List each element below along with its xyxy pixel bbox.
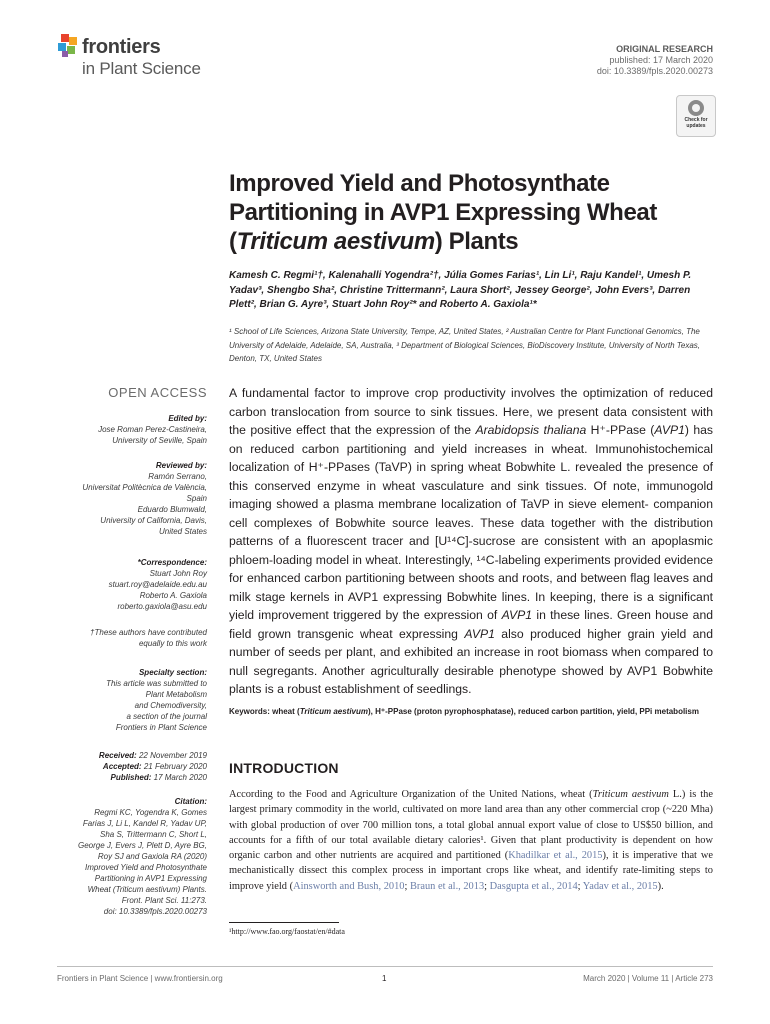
abstract-gene: AVP1: [654, 423, 685, 437]
edited-by-section: [57, 413, 207, 446]
reviewer-line: United States: [158, 527, 207, 536]
correspondence-section: [57, 557, 207, 612]
page-number: 1: [382, 974, 387, 983]
reviewer-line: Ramón Serrano,: [148, 472, 207, 481]
abstract-text: ) has on reduced carbon partitioning and yield increases in wheat. Immunohistochemical localization of H⁺-PPases (TaVP) in spring wheat Bobwhite L. revealed the presence of this conserved enzyme in wheat vasculature and sink tissues. Of note, immunogold imaging showed a plasma membrane localization of TaVP in sieve element- companion cell complexes of Bobwhite source leaves. These data together with the distribution patterns of a fluorescent tracer and [U¹⁴C]-sucrose are consistent with an apoplasmic phloem-loading model in wheat. Interestingly, ¹⁴C-labeling experiments provided evidence for enhanced carbon partitioning between shoots and roots, and between flag leaves and milk stage kernels in AVP1 expressing Bobwhite lines. In keeping, there is a significant yield improvement triggered by the expression of: [229, 423, 713, 622]
keywords-label: Keywords:: [229, 707, 273, 716]
contrib-line: equally to this work: [138, 639, 207, 648]
citation-line: Partitioning in AVP1 Expressing: [94, 874, 207, 883]
citation-link[interactable]: Yadav et al., 2015: [582, 880, 658, 892]
check-label-1: Check for: [684, 117, 708, 123]
reviewed-by-heading: Reviewed by:: [155, 461, 207, 470]
keywords: [229, 707, 713, 718]
reviewer-line: University of California, Davis,: [100, 516, 207, 525]
keywords-species: Triticum aestivum: [299, 707, 369, 716]
intro-text: ).: [657, 880, 664, 892]
footer-divider: [57, 966, 713, 967]
author-list: Kamesh C. Regmi¹†, Kalenahalli Yogendra²†, Júlia Gomes Farias¹, Lin Li¹, Raju Kandel¹, Umesh P. Yadav³, Shengbo Sha², Christine Trittermann², Laura Short², Jessey George², John Evers³, Darren Plett², Brian G. Ayre³, Stuart John Roy²* and Roberto A. Gaxiola¹*: [229, 270, 692, 310]
correspondent-email[interactable]: stuart.roy@adelaide.edu.au: [108, 580, 207, 589]
reviewed-by-section: [57, 460, 207, 537]
citation-doi[interactable]: doi: 10.3389/fpls.2020.00273: [103, 907, 207, 916]
accepted-date: 21 February 2020: [143, 762, 207, 771]
paper-title: [229, 169, 699, 256]
citation-line: Roy SJ and Gaxiola RA (2020): [97, 852, 207, 861]
citation-line: Wheat (Triticum aestivum) Plants.: [87, 885, 207, 894]
title-text: Improved Yield and Photosynthate Partitioning in AVP1 Expressing Wheat (: [229, 170, 657, 255]
affiliations: ¹ School of Life Sciences, Arizona State University, Tempe, AZ, United States, ² Australian Centre for Plant Functional Genomics, The University of Adelaide, Adelaide, SA, Australia, ³ Department of Biological Sciences, BioDiscovery Institute, University of North Texas, Denton, TX, United States: [229, 327, 701, 363]
footer-journal[interactable]: Frontiers in Plant Science | www.frontiersin.org: [57, 974, 223, 983]
citation-link[interactable]: Braun et al., 2013: [409, 880, 485, 892]
citation-line: Sha S, Trittermann C, Short L,: [99, 830, 207, 839]
journal-name: in Plant Science: [82, 59, 201, 78]
editor-line: University of Seville, Spain: [112, 436, 207, 445]
reviewer-line: Eduardo Blumwald,: [137, 505, 207, 514]
abstract-text: A fundamental factor to improve crop productivity involves the optimization of reduced carbon translocation from source to sink tissues. Here, we present data consistent with the positive effect that the expression of the: [229, 386, 713, 437]
published-date: published: 17 March 2020: [609, 55, 713, 65]
specialty-line: This article was submitted to: [106, 679, 207, 688]
abstract-species: Arabidopsis thaliana: [475, 423, 587, 437]
keywords-text: wheat (: [272, 707, 300, 716]
section-heading-introduction: INTRODUCTION: [229, 760, 339, 776]
specialty-line: and Chemodiversity,: [134, 701, 207, 710]
citation-line: George J, Evers J, Plett D, Ayre BG,: [77, 841, 207, 850]
intro-text: According to the Food and Agriculture Organization of the United Nations, wheat (: [229, 789, 593, 800]
reviewer-line: Spain: [186, 494, 207, 503]
published-date-side: 17 March 2020: [153, 773, 207, 782]
introduction-paragraph: [229, 787, 713, 894]
intro-species: Triticum aestivum: [592, 789, 669, 800]
editor-line: Jose Roman Perez-Castineira,: [98, 425, 207, 434]
correspondent-name: Stuart John Roy: [149, 569, 207, 578]
specialty-section: [57, 667, 207, 733]
specialty-line: Plant Metabolism: [145, 690, 207, 699]
accepted-label: Accepted:: [102, 762, 142, 771]
article-type: ORIGINAL RESEARCH: [616, 44, 713, 54]
check-for-updates-button[interactable]: [676, 95, 716, 137]
check-label-2: updates: [686, 123, 706, 129]
abstract-gene: AVP1: [501, 608, 533, 622]
citation-link[interactable]: Khadilkar et al., 2015: [508, 850, 603, 862]
journal-logo: [56, 32, 226, 82]
brand-name: frontiers: [82, 36, 161, 58]
frontiers-logo-icon: [58, 34, 80, 58]
correspondence-heading: *Correspondence:: [137, 558, 207, 567]
intro-text: L.) is the largest primary commodity in the world, cultivated on more land area than any other commercial crop (~220 Mha) with global production of over 700 million tons, a total global annual export value of close to US$50 billion, and accounts for a fifth of our total available dietary calories¹. Given that plant productivity is dependent on how organic carbon and other nutrients are acquired and partitioned (: [229, 789, 713, 862]
citation-separator: ;: [404, 880, 410, 892]
intro-text: ), it is imperative that we mechanistically dissect this complex process in important crops like wheat, and identify rate-limiting steps to improve yield (: [229, 850, 713, 892]
footnote[interactable]: ¹http://www.fao.org/faostat/en/#data: [229, 927, 345, 936]
footnote-divider: [229, 922, 339, 923]
received-date: 22 November 2019: [138, 751, 207, 760]
article-meta: [597, 44, 713, 77]
specialty-line: a section of the journal: [126, 712, 207, 721]
correspondent-email[interactable]: roberto.gaxiola@asu.edu: [117, 602, 207, 611]
reviewer-line: Universitat Politècnica de València,: [82, 483, 207, 492]
equal-contribution-note: [57, 627, 207, 649]
citation-separator: ;: [484, 880, 490, 892]
open-access-label: OPEN ACCESS: [108, 385, 207, 400]
citation-heading: Citation:: [174, 797, 207, 806]
abstract-gene: AVP1: [464, 626, 495, 641]
specialty-heading: Specialty section:: [138, 668, 207, 677]
title-species: Triticum aestivum: [236, 228, 435, 255]
citation-section: [57, 796, 207, 917]
footer-issue: March 2020 | Volume 11 | Article 273: [583, 974, 713, 983]
correspondent-name: Roberto A. Gaxiola: [139, 591, 207, 600]
received-label: Received:: [98, 751, 137, 760]
citation-link[interactable]: Dasgupta et al., 2014: [489, 880, 578, 892]
citation-line: Front. Plant Sci. 11:273.: [121, 896, 207, 905]
check-updates-icon: [688, 100, 704, 116]
article-doi[interactable]: doi: 10.3389/fpls.2020.00273: [596, 66, 713, 76]
contrib-line: †These authors have contributed: [90, 628, 207, 637]
abstract-text: also produced higher grain yield and number of seeds per plant, and exhibited an increase in root biomass when compared to null segregants. Another agriculturally desirable phenotype showed by AVP1 Bobwhite plants is a robust establishment of seedlings.: [229, 626, 713, 696]
title-text-end: ) Plants: [434, 228, 519, 255]
edited-by-heading: Edited by:: [168, 414, 207, 423]
citation-line: Improved Yield and Photosynthate: [84, 863, 207, 872]
citation-link[interactable]: Ainsworth and Bush, 2010: [293, 880, 405, 892]
keywords-text: ), H⁺-PPase (proton pyrophosphatase), reduced carbon partition, yield, PPi metabolism: [368, 707, 699, 716]
abstract-text: H⁺-PPase (: [586, 423, 655, 437]
citation-line: Farias J, Li L, Kandel R, Yadav UP,: [82, 819, 207, 828]
published-label: Published:: [110, 773, 152, 782]
abstract-text: in these lines. Green house and field grown transgenic wheat expressing: [229, 608, 713, 641]
citation-separator: ;: [577, 880, 583, 892]
specialty-line: Frontiers in Plant Science: [115, 723, 207, 732]
abstract: [229, 384, 713, 699]
citation-line: Regmi KC, Yogendra K, Gomes: [94, 808, 207, 817]
dates-section: [57, 750, 207, 783]
